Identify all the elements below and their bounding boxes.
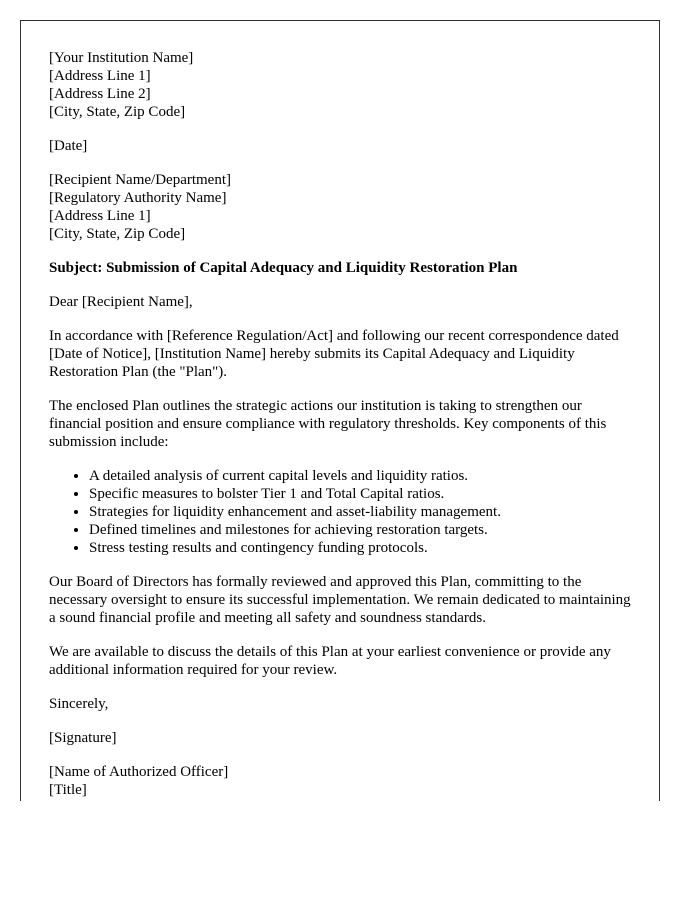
recipient-line: [City, State, Zip Code] <box>49 226 186 242</box>
body-paragraph-1: In accordance with [Reference Regulation/Act] and following our recent correspondence dated [Date of Notice], [Institution Name] hereby submits its Capital Adequacy and Liquidity Restoration Plan (the "Plan"). <box>49 328 619 380</box>
signer-title: [Title] <box>49 782 87 798</box>
sender-line: [Your Institution Name] <box>49 50 194 66</box>
list-item: • Strategies for liquidity enhancement and asset-liability management. <box>89 503 631 521</box>
sender-line: [Address Line 2] <box>49 86 151 102</box>
recipient-line: [Recipient Name/Department] <box>49 172 232 188</box>
signer-name: [Name of Authorized Officer] <box>49 764 229 780</box>
sender-address <box>49 49 631 121</box>
list-item: • A detailed analysis of current capital levels and liquidity ratios. <box>89 467 631 485</box>
body-paragraph-2: The enclosed Plan outlines the strategic actions our institution is taking to strengthen our financial position and ensure compliance with regulatory thresholds. Key components of this submission include: <box>49 398 607 450</box>
components-list <box>49 467 631 557</box>
salutation: Dear [Recipient Name], <box>49 294 193 310</box>
list-item: • Defined timelines and milestones for achieving restoration targets. <box>89 521 631 539</box>
list-item: • Specific measures to bolster Tier 1 and Total Capital ratios. <box>89 485 631 503</box>
recipient-line: [Regulatory Authority Name] <box>49 190 227 206</box>
body-paragraph-3: Our Board of Directors has formally reviewed and approved this Plan, committing to the necessary oversight to ensure its successful implementation. We remain dedicated to maintaining a sound financial profile and meeting all safety and soundness standards. <box>49 574 631 626</box>
recipient-address <box>49 171 631 243</box>
subject-line: Subject: Submission of Capital Adequacy and Liquidity Restoration Plan <box>49 260 518 276</box>
letter-date: [Date] <box>49 138 88 154</box>
recipient-line: [Address Line 1] <box>49 208 151 224</box>
signature-placeholder: [Signature] <box>49 730 117 746</box>
signer-block <box>49 763 631 799</box>
list-item: • Stress testing results and contingency funding protocols. <box>89 539 631 557</box>
sender-line: [Address Line 1] <box>49 68 151 84</box>
sender-line: [City, State, Zip Code] <box>49 104 186 120</box>
body-paragraph-4: We are available to discuss the details of this Plan at your earliest convenience or provide any additional information required for your review. <box>49 644 611 678</box>
closing: Sincerely, <box>49 696 109 712</box>
letter-page <box>20 20 660 801</box>
